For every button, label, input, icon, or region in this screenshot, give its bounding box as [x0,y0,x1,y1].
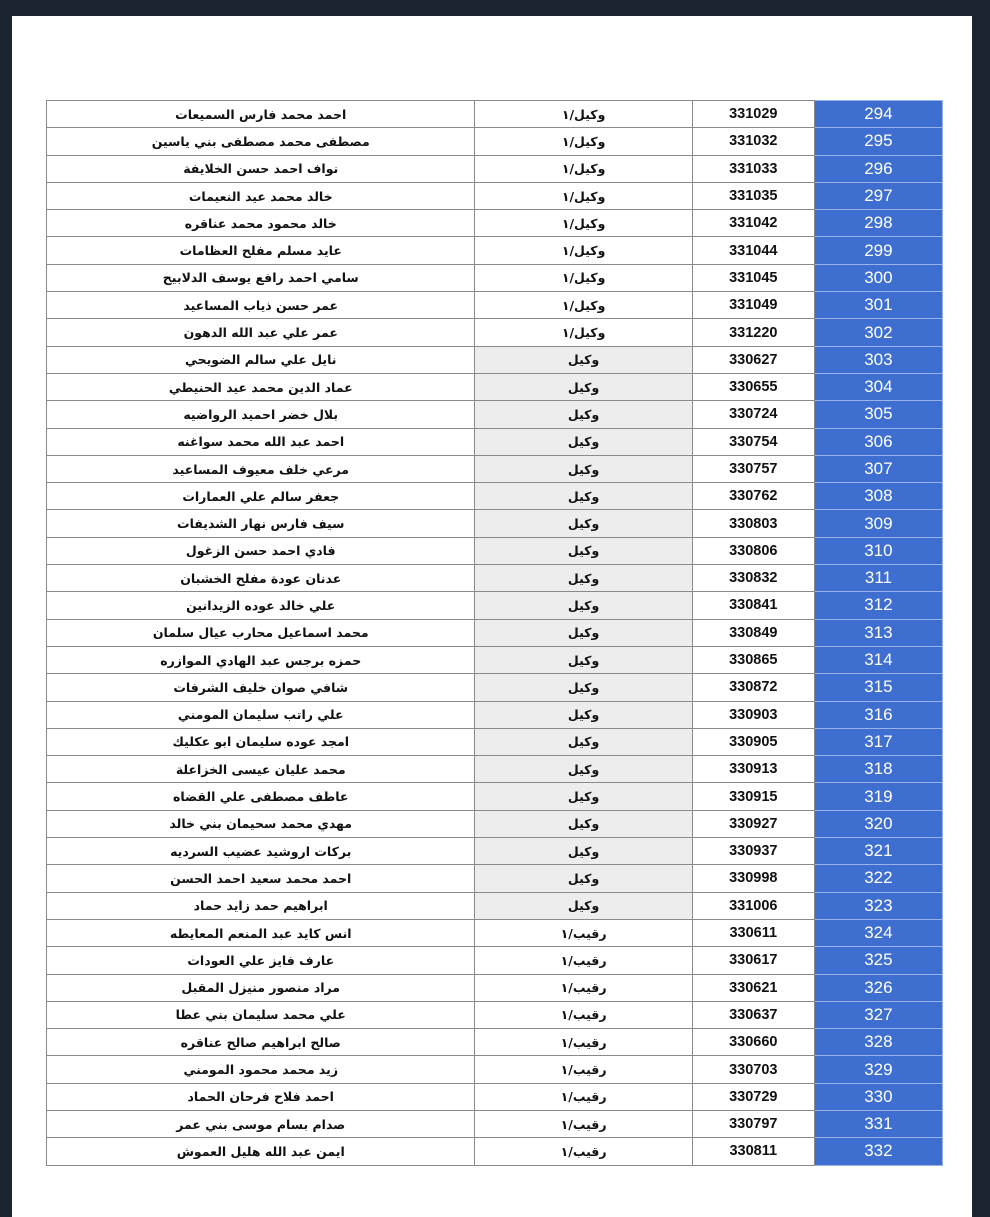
military-id-cell: 331032 [692,128,814,155]
serial-number-cell: 297 [814,182,942,209]
table-row [47,428,943,455]
table-row [47,292,943,319]
table-row [47,1138,943,1165]
table-row [47,510,943,537]
military-id-cell: 330655 [692,373,814,400]
serial-number-cell: 323 [814,892,942,919]
name-cell: جعفر سالم علي العمارات [47,483,475,510]
table-row [47,264,943,291]
serial-number-cell: 326 [814,974,942,1001]
rank-cell: رقيب/١ [475,919,692,946]
rank-cell: وكيل/١ [475,264,692,291]
military-id-cell: 330621 [692,974,814,1001]
name-cell: ايمن عبد الله هليل العموش [47,1138,475,1165]
name-cell: امجد عوده سليمان ابو عكليك [47,728,475,755]
rank-cell: وكيل [475,810,692,837]
rank-cell: وكيل/١ [475,128,692,155]
military-id-cell: 331045 [692,264,814,291]
military-id-cell: 330915 [692,783,814,810]
table-row [47,701,943,728]
military-id-cell: 330806 [692,537,814,564]
table-row [47,646,943,673]
rank-cell: وكيل/١ [475,155,692,182]
table-row [47,1110,943,1137]
rank-cell: وكيل [475,510,692,537]
rank-cell: وكيل/١ [475,292,692,319]
table-row [47,810,943,837]
table-row [47,1001,943,1028]
name-cell: مهدي محمد سحيمان بني خالد [47,810,475,837]
military-id-cell: 330803 [692,510,814,537]
table-row [47,619,943,646]
rank-cell: وكيل [475,728,692,755]
serial-number-cell: 321 [814,838,942,865]
name-cell: عاطف مصطفى علي القضاه [47,783,475,810]
military-id-cell: 330832 [692,565,814,592]
rank-cell: رقيب/١ [475,974,692,1001]
name-cell: عارف فايز علي العودات [47,947,475,974]
rank-cell: وكيل [475,428,692,455]
rank-cell: رقيب/١ [475,1138,692,1165]
military-id-cell: 330797 [692,1110,814,1137]
name-cell: سامي احمد رافع يوسف الدلابيح [47,264,475,291]
rank-cell: وكيل [475,455,692,482]
name-cell: بركات اروشيد عضيب السرديه [47,838,475,865]
military-id-cell: 331220 [692,319,814,346]
military-id-cell: 331033 [692,155,814,182]
table-row [47,182,943,209]
serial-number-cell: 315 [814,674,942,701]
table-row [47,237,943,264]
name-cell: احمد محمد فارس السميعات [47,101,475,128]
military-id-cell: 330703 [692,1056,814,1083]
rank-cell: وكيل/١ [475,101,692,128]
name-cell: صالح ابراهيم صالح عناقره [47,1029,475,1056]
military-id-cell: 330998 [692,865,814,892]
rank-cell: وكيل [475,756,692,783]
table-row [47,674,943,701]
military-id-cell: 330757 [692,455,814,482]
rank-cell: وكيل [475,537,692,564]
name-cell: شافي صوان خليف الشرفات [47,674,475,701]
serial-number-cell: 327 [814,1001,942,1028]
rank-cell: وكيل [475,619,692,646]
table-row [47,1083,943,1110]
name-cell: مصطفى محمد مصطفى بني ياسين [47,128,475,155]
military-id-cell: 330905 [692,728,814,755]
table-row [47,919,943,946]
serial-number-cell: 312 [814,592,942,619]
military-id-cell: 330927 [692,810,814,837]
rank-cell: وكيل [475,646,692,673]
name-cell: نواف احمد حسن الخلايفة [47,155,475,182]
rank-cell: وكيل [475,674,692,701]
serial-number-cell: 329 [814,1056,942,1083]
personnel-table-body [47,101,943,1166]
table-row [47,838,943,865]
serial-number-cell: 307 [814,455,942,482]
name-cell: عدنان عودة مفلح الخشبان [47,565,475,592]
name-cell: احمد فلاح فرحان الحماد [47,1083,475,1110]
name-cell: عماد الدين محمد عيد الحنيطي [47,373,475,400]
name-cell: عمر علي عبد الله الدهون [47,319,475,346]
table-row [47,483,943,510]
rank-cell: وكيل/١ [475,319,692,346]
document-page [12,16,972,1217]
military-id-cell: 330849 [692,619,814,646]
serial-number-cell: 308 [814,483,942,510]
serial-number-cell: 294 [814,101,942,128]
table-row [47,346,943,373]
rank-cell: وكيل [475,373,692,400]
rank-cell: وكيل [475,401,692,428]
serial-number-cell: 331 [814,1110,942,1137]
personnel-table-container [46,100,943,1166]
table-row [47,756,943,783]
name-cell: ابراهيم حمد زايد حماد [47,892,475,919]
name-cell: مراد منصور منيزل المقبل [47,974,475,1001]
serial-number-cell: 322 [814,865,942,892]
serial-number-cell: 305 [814,401,942,428]
rank-cell: وكيل [475,838,692,865]
rank-cell: وكيل [475,592,692,619]
military-id-cell: 330637 [692,1001,814,1028]
military-id-cell: 330872 [692,674,814,701]
military-id-cell: 330611 [692,919,814,946]
serial-number-cell: 328 [814,1029,942,1056]
rank-cell: وكيل/١ [475,237,692,264]
serial-number-cell: 317 [814,728,942,755]
rank-cell: رقيب/١ [475,947,692,974]
serial-number-cell: 310 [814,537,942,564]
military-id-cell: 330865 [692,646,814,673]
military-id-cell: 331006 [692,892,814,919]
serial-number-cell: 324 [814,919,942,946]
serial-number-cell: 318 [814,756,942,783]
rank-cell: رقيب/١ [475,1083,692,1110]
personnel-table [46,100,943,1166]
serial-number-cell: 330 [814,1083,942,1110]
rank-cell: وكيل/١ [475,210,692,237]
name-cell: عمر حسن ذياب المساعيد [47,292,475,319]
military-id-cell: 330903 [692,701,814,728]
name-cell: احمد محمد سعيد احمد الحسن [47,865,475,892]
name-cell: علي خالد عوده الزيدانين [47,592,475,619]
name-cell: مرعي خلف معيوف المساعيد [47,455,475,482]
military-id-cell: 330617 [692,947,814,974]
table-row [47,865,943,892]
rank-cell: رقيب/١ [475,1110,692,1137]
military-id-cell: 330627 [692,346,814,373]
rank-cell: وكيل [475,701,692,728]
table-row [47,319,943,346]
serial-number-cell: 299 [814,237,942,264]
name-cell: زيد محمد محمود المومني [47,1056,475,1083]
table-row [47,1029,943,1056]
table-row [47,728,943,755]
table-row [47,537,943,564]
name-cell: فادي احمد حسن الزغول [47,537,475,564]
military-id-cell: 330754 [692,428,814,455]
rank-cell: وكيل/١ [475,182,692,209]
military-id-cell: 330841 [692,592,814,619]
military-id-cell: 330660 [692,1029,814,1056]
serial-number-cell: 311 [814,565,942,592]
serial-number-cell: 306 [814,428,942,455]
window-top-bar [0,0,990,16]
serial-number-cell: 296 [814,155,942,182]
rank-cell: وكيل [475,483,692,510]
serial-number-cell: 304 [814,373,942,400]
name-cell: علي راتب سليمان المومني [47,701,475,728]
name-cell: محمد اسماعيل محارب عيال سلمان [47,619,475,646]
table-row [47,101,943,128]
table-row [47,947,943,974]
name-cell: علي محمد سليمان بني عطا [47,1001,475,1028]
name-cell: محمد عليان عيسى الخزاعلة [47,756,475,783]
serial-number-cell: 309 [814,510,942,537]
serial-number-cell: 316 [814,701,942,728]
rank-cell: وكيل [475,346,692,373]
serial-number-cell: 295 [814,128,942,155]
table-row [47,455,943,482]
serial-number-cell: 320 [814,810,942,837]
name-cell: عايد مسلم مفلح العظامات [47,237,475,264]
table-row [47,974,943,1001]
name-cell: انس كايد عبد المنعم المعايطه [47,919,475,946]
table-row [47,210,943,237]
table-row [47,1056,943,1083]
table-row [47,783,943,810]
serial-number-cell: 319 [814,783,942,810]
serial-number-cell: 300 [814,264,942,291]
serial-number-cell: 313 [814,619,942,646]
table-row [47,592,943,619]
name-cell: حمزه برجس عبد الهادي الموازره [47,646,475,673]
table-row [47,155,943,182]
table-row [47,565,943,592]
table-row [47,128,943,155]
serial-number-cell: 325 [814,947,942,974]
military-id-cell: 331035 [692,182,814,209]
name-cell: خالد محمود محمد عناقره [47,210,475,237]
rank-cell: رقيب/١ [475,1056,692,1083]
rank-cell: وكيل [475,565,692,592]
military-id-cell: 331042 [692,210,814,237]
name-cell: بلال خضر احميد الرواضيه [47,401,475,428]
table-row [47,373,943,400]
serial-number-cell: 303 [814,346,942,373]
table-row [47,892,943,919]
military-id-cell: 330937 [692,838,814,865]
name-cell: سيف فارس نهار الشديفات [47,510,475,537]
name-cell: نايل علي سالم الضويحي [47,346,475,373]
military-id-cell: 330724 [692,401,814,428]
table-row [47,401,943,428]
military-id-cell: 330729 [692,1083,814,1110]
name-cell: صدام بسام موسى بني عمر [47,1110,475,1137]
rank-cell: وكيل [475,865,692,892]
military-id-cell: 330762 [692,483,814,510]
serial-number-cell: 301 [814,292,942,319]
military-id-cell: 330811 [692,1138,814,1165]
military-id-cell: 331044 [692,237,814,264]
serial-number-cell: 332 [814,1138,942,1165]
rank-cell: رقيب/١ [475,1001,692,1028]
military-id-cell: 331029 [692,101,814,128]
rank-cell: وكيل [475,783,692,810]
rank-cell: وكيل [475,892,692,919]
serial-number-cell: 314 [814,646,942,673]
military-id-cell: 330913 [692,756,814,783]
military-id-cell: 331049 [692,292,814,319]
serial-number-cell: 302 [814,319,942,346]
name-cell: احمد عبد الله محمد سواغنه [47,428,475,455]
rank-cell: رقيب/١ [475,1029,692,1056]
serial-number-cell: 298 [814,210,942,237]
name-cell: خالد محمد عيد النعيمات [47,182,475,209]
